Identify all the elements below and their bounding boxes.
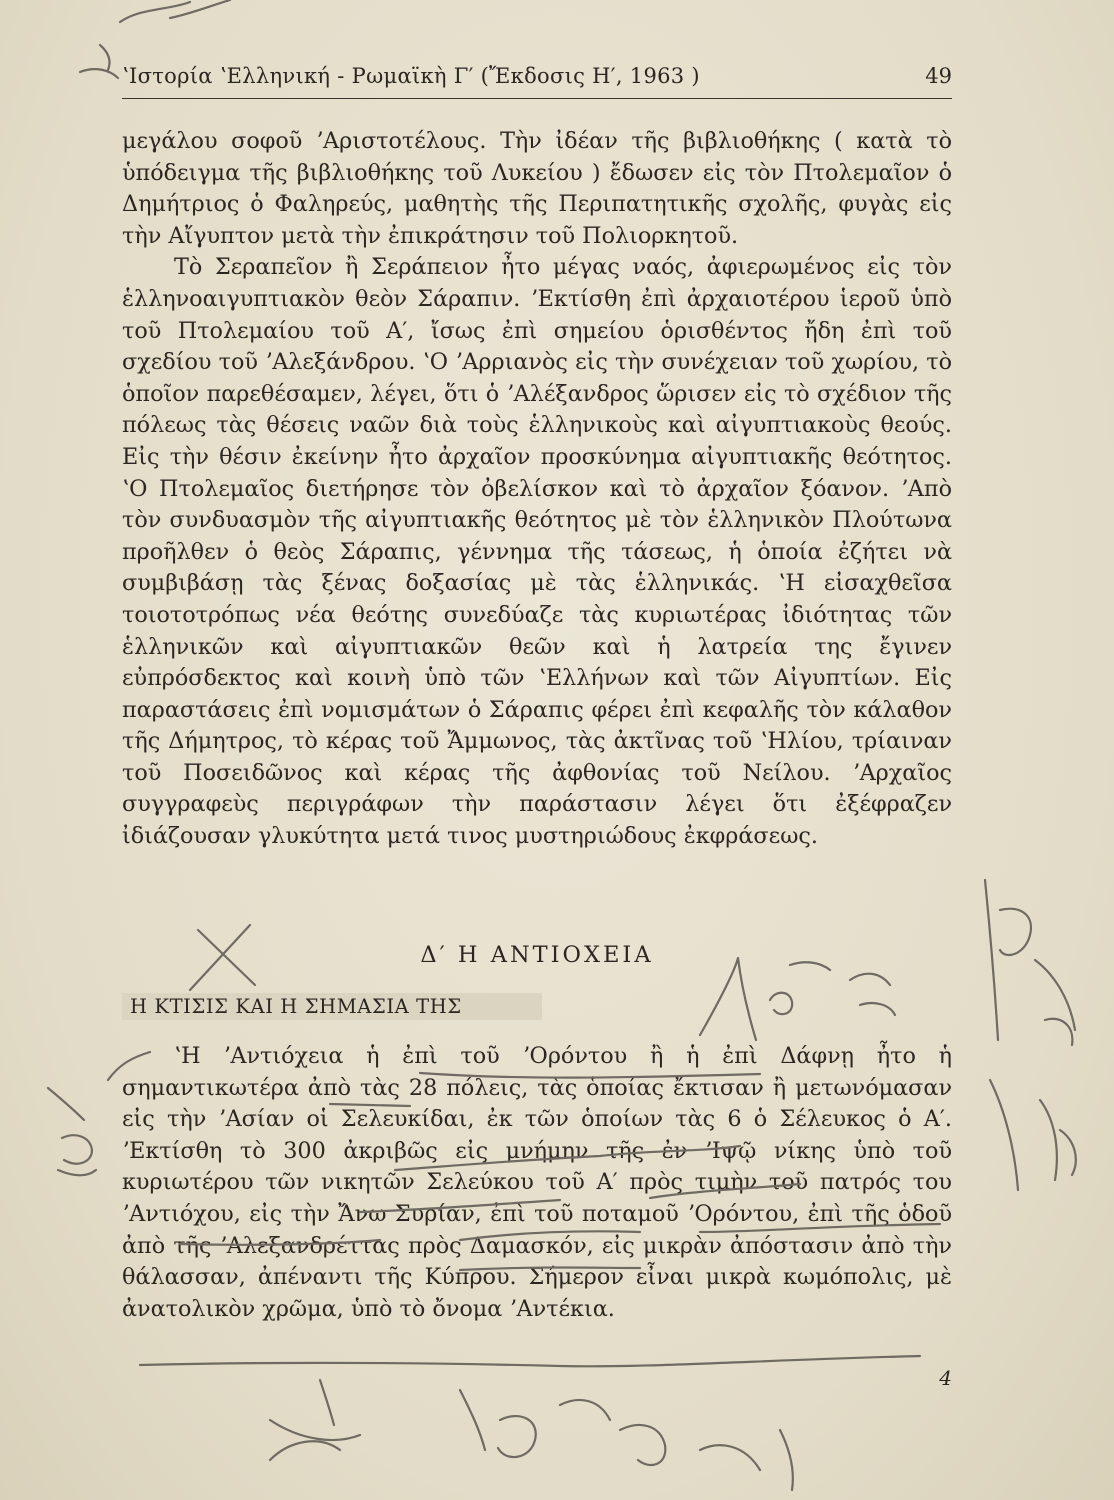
pencil-underline-asia — [330, 1104, 410, 1106]
pencil-handwriting-right-margin — [985, 880, 1076, 1190]
paragraph-library: μεγάλου σοφοῦ ʼΑριστοτέλους. Τὴν ἰδέαν τῆς βιβλιοθήκης ( κατὰ τὸ ὑπόδειγμα τῆς βιβλιοθήκης τοῦ Λυκείου ) ἔδωσεν εἰς τὸν Πτολεμαῖον ὁ Δημήτριος ὁ Φαληρεύς, μαθητὴς τῆς Περιπατητικῆς σχολῆς, φυγὰς εἰς τὴν Αἴγυπτον μετὰ τὴν ἐπικράτησιν τοῦ Πολιορκητοῦ. — [122, 128, 952, 249]
paragraph-serapeum: Τὸ Σεραπεῖον ἢ Σεράπειον ἦτο μέγας ναός, ἀφιερωμένος εἰς τὸν ἑλληνοαιγυπτιακὸν θεὸν Σάραπιν. ʼΕκτίσθη ἐπὶ ἀρχαιοτέρου ἱεροῦ ὑπὸ τοῦ Πτολεμαίου τοῦ Α′, ἴσως ἐπὶ σημείου ὁρισθέντος ἤδη ἐπὶ τοῦ σχεδίου τοῦ ʼΑλεξάνδρου. ʽΟ ʼΑρριανὸς εἰς τὴν συνέχειαν τοῦ χωρίου, τὸ ὁποῖον παρεθέσαμεν, λέγει, ὅτι ὁ ʼΑλέξανδρος ὥρισεν εἰς τὸ σχέδιον τῆς πόλεως τὰς θέσεις ναῶν διὰ τοὺς ἑλληνικοὺς καὶ αἰγυπτιακοὺς θεούς. Εἰς τὴν θέσιν ἐκείνην ἦτο ἀρχαῖον προσκύνημα αἰγυπτιακῆς θεότητος. ʽΟ Πτολεμαῖος διετήρησε τὸν ὀβελίσκον καὶ τὸ ἀρχαῖον ξόανον. ʼΑπὸ τὸν συνδυασμὸν τῆς αἰγυπτιακῆς θεότητος μὲ τὸν ἑλληνικὸν Πλούτωνα προῆλθεν ὁ θεὸς Σάραπις, γέννημα τῆς τάσεως, ἡ ὁποία ἐζήτει νὰ συμβιβάσῃ τὰς ξένας δοξασίας μὲ τὰς ἑλληνικάς. ʽΗ εἰσαχθεῖσα τοιοτοτρόπως νέα θεότης συνεδύαζε τὰς κυριωτέρας ἰδιότητας τῶν ἑλληνικῶν καὶ αἰγυπτιακῶν θεῶν καὶ ἡ λατρεία της ἔγινεν εὐπρόσδεκτος καὶ κοινὴ ὑπὸ τῶν ʽΕλλήνων καὶ τῶν Αἰγυπτίων. Εἰς παραστάσεις ἐπὶ νομισμάτων ὁ Σάραπις φέρει ἐπὶ κεφαλῆς τὸν κάλαθον τῆς Δήμητρος, τὸ κέρας τοῦ Ἄμμωνος, τὰς ἀκτῖνας τοῦ ʽΗλίου, τρίαιναν τοῦ Ποσειδῶνος καὶ κέρας τῆς ἀφθονίας τοῦ Νείλου. ʼΑρχαῖος συγγραφεὺς περιγράφων τὴν παράστασιν λέγει ὅτι ἐξέφραζεν ἰδιάζουσαν γλυκύτητα μετά τινος μυστηριώδους ἐκφράσεως. — [122, 254, 952, 850]
page-number: 49 — [925, 64, 952, 88]
pencil-bracket-left — [108, 1052, 150, 1080]
section-heading: Δ′ Η ΑΝΤΙΟΧΕΙΑ — [420, 942, 654, 968]
signature-mark: 4 — [939, 1366, 952, 1390]
pencil-underline-line7 — [180, 1224, 940, 1245]
pencil-handwriting-bottom — [270, 1380, 793, 1490]
subsection-heading: Η ΚΤΙΣΙΣ ΚΑΙ Η ΣΗΜΑΣΙΑ ΤΗΣ — [122, 993, 542, 1020]
pencil-underline-orontes — [420, 1073, 760, 1078]
pencil-scribble-top-left — [80, 0, 230, 78]
header-title: ʽΙστορία ʽΕλληνική - Ρωμαϊκὴ Γ′ (Ἔκδοσις Η′, 1963 ) — [122, 64, 700, 88]
pencil-handwriting-heading — [700, 958, 895, 1040]
pencil-underline-line5 — [395, 1146, 740, 1170]
paragraph-antioch: ʽΗ ʼΑντιόχεια ἡ ἐπὶ τοῦ ʼΟρόντου ἢ ἡ ἐπὶ Δάφνῃ ἦτο ἡ σημαντικωτέρα ἀπὸ τὰς 28 πόλεις, τὰς ὁποίας ἔκτισαν ἢ μετωνόμασαν εἰς τὴν ʼΑσίαν οἱ Σελευκίδαι, ἐκ τῶν ὁποίων τὰς 6 ὁ Σέλευκος ὁ Α′. ʼΕκτίσθη τὸ 300 ἀκριβῶς εἰς μνήμην τῆς ἐν ʼΙψῷ νίκης ὑπὸ τοῦ κυριωτέρου τῶν νικητῶν Σελεύκου τοῦ Α′ πρὸς τιμὴν τοῦ πατρός του ʼΑντιόχου, εἰς τὴν Ἄνω Συρίαν, ἐπὶ τοῦ ποταμοῦ ʼΟρόντου, ἐπὶ τῆς ὁδοῦ ἀπὸ τῆς ʼΑλεξανδρέττας πρὸς Δαμασκόν, εἰς μικρὰν ἀπόστασιν ἀπὸ τὴν θάλασσαν, ἀπέναντι τῆς Κύπρου. Σήμερον εἶναι μικρὰ κωμόπολις, μὲ ἀνατολικὸν χρῶμα, ὑπὸ τὸ ὄνομα ʼΑντέκια. — [122, 1043, 952, 1322]
pencil-cross-mark — [190, 925, 255, 990]
pencil-underline-last-line — [140, 1356, 920, 1366]
pencil-underline-line8 — [460, 1268, 640, 1271]
pencil-marks-left-margin — [48, 1088, 96, 1175]
pencil-underline-line6 — [360, 1184, 800, 1212]
